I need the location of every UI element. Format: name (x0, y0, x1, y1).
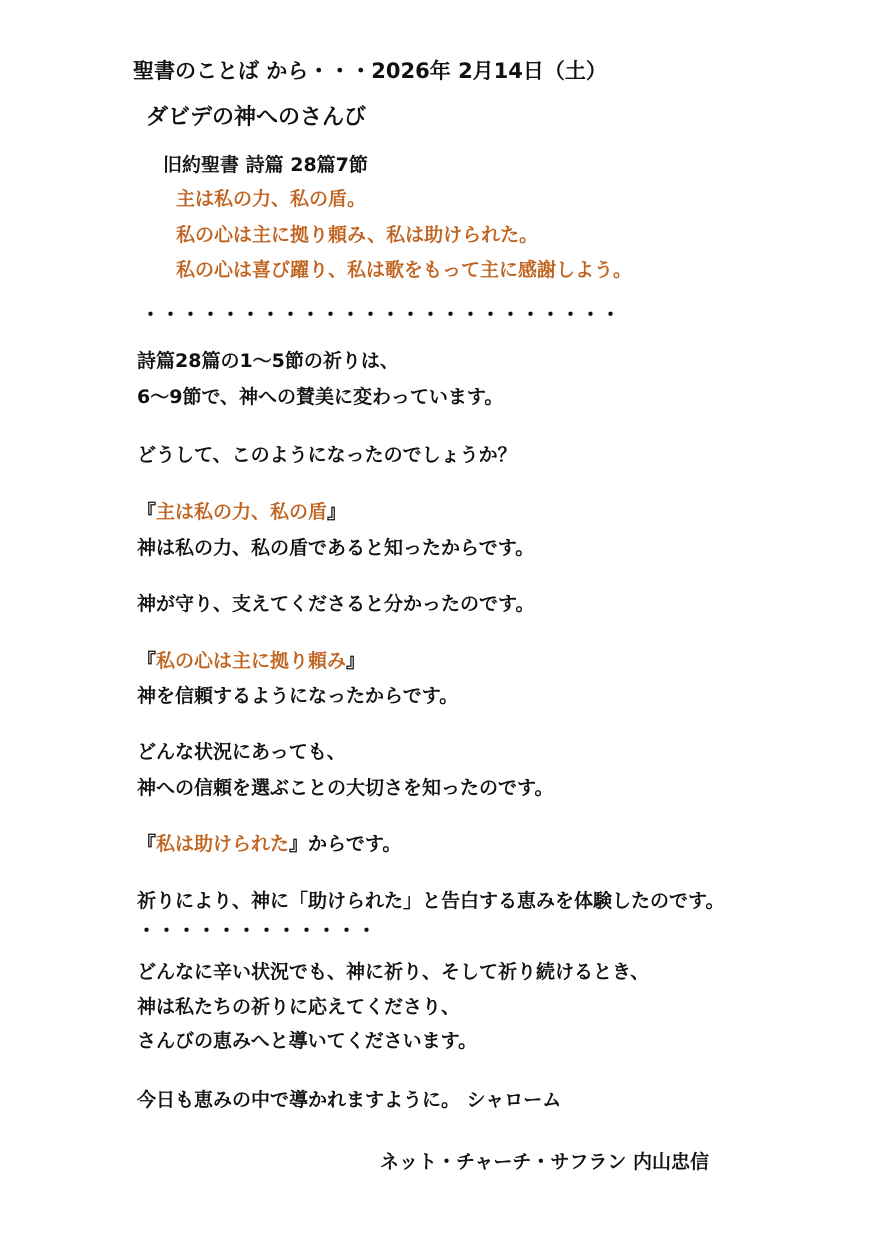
paragraph-line: 神への信頼を選ぶことの大切さを知ったのです。 (137, 777, 554, 799)
quote-close: 』 (346, 650, 366, 672)
quote-close: 』 (327, 501, 347, 523)
signature: ネット・チャーチ・サフラン 内山忠信 (380, 1151, 710, 1173)
verse-line: 私の心は主に拠り頼み、私は助けられた。 (176, 224, 539, 246)
paragraph-line: どんな状況にあっても、 (137, 741, 346, 763)
closing-line: 今日も恵みの中で導かれますように。 シャローム (137, 1089, 562, 1111)
paragraph-line: 神は私の力、私の盾であると知ったからです。 (137, 537, 535, 559)
quote-line (137, 648, 365, 674)
quote-text: 私の心は主に拠り頼み (156, 650, 347, 672)
question-line: どうして、このようになったのでしょうか？ (137, 444, 517, 466)
paragraph-line: 6～9節で、神への賛美に変わっています。 (137, 386, 504, 408)
quote-close: 』からです。 (289, 833, 402, 855)
paragraph-line: 神を信頼するようになったからです。 (137, 685, 459, 707)
verse-line: 主は私の力、私の盾。 (176, 188, 367, 210)
paragraph-line: 神が守り、支えてくださると分かったのです。 (137, 593, 535, 615)
verse-line: 私の心は喜び躍り、私は歌をもって主に感謝しよう。 (176, 259, 633, 281)
quote-line (137, 499, 346, 525)
paragraph-line: 詩篇28篇の1～5節の祈りは、 (137, 350, 399, 372)
devotion-title: ダビデの神へのさんび (146, 105, 367, 130)
quote-text: 主は私の力、私の盾 (156, 501, 328, 523)
paragraph-line: 祈りにより、神に「助けられた」と告白する恵みを体験したのです。 (137, 890, 725, 912)
dotted-separator: ・・・・・・・・・・・・ (137, 920, 378, 942)
quote-text: 私は助けられた (156, 833, 290, 855)
quote-open: 『 (137, 501, 157, 523)
quote-open: 『 (137, 833, 157, 855)
scripture-reference: 旧約聖書 詩篇 28篇7節 (163, 154, 368, 176)
dotted-separator: ・・・・・・・・・・・・・・・・・・・・・・・・ (141, 304, 622, 326)
paragraph-line: 神は私たちの祈りに応えてくださり、 (137, 996, 461, 1018)
quote-line (137, 831, 401, 857)
page-title: 聖書のことば から・・・2026年 2月14日（土） (133, 59, 607, 83)
quote-open: 『 (137, 650, 157, 672)
paragraph-line: どんなに辛い状況でも、神に祈り、そして祈り続けるとき、 (137, 961, 650, 983)
paragraph-line: さんびの恵みへと導いてくださいます。 (137, 1030, 478, 1052)
